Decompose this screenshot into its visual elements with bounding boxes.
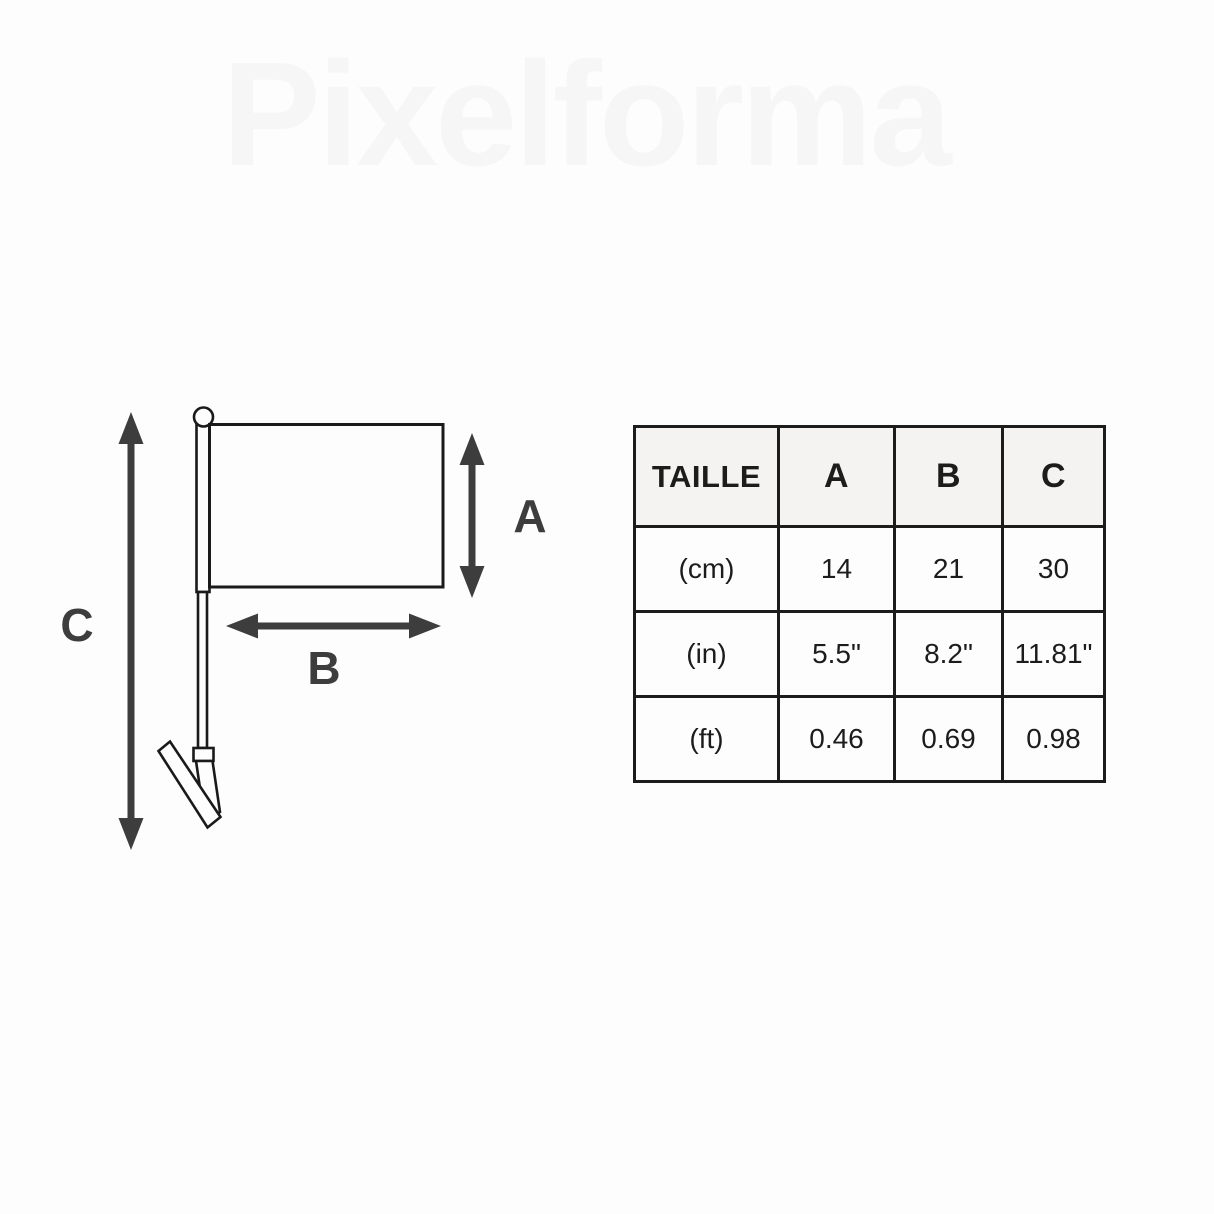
arrow-a-head-top bbox=[460, 433, 485, 465]
value-cell-cm-b: 21 bbox=[895, 527, 1003, 612]
value-cell-cm-a: 14 bbox=[779, 527, 895, 612]
arrow-b-head-left bbox=[226, 614, 258, 639]
unit-cell-cm: (cm) bbox=[635, 527, 779, 612]
table-header-b: B bbox=[895, 427, 1003, 527]
clip-collar bbox=[194, 748, 214, 761]
flag-rect bbox=[210, 425, 444, 588]
size-table bbox=[633, 425, 1106, 783]
table-row-in bbox=[635, 612, 1105, 697]
table-row-ft bbox=[635, 697, 1105, 782]
table-header-a: A bbox=[779, 427, 895, 527]
size-table-grid bbox=[633, 425, 1106, 783]
value-cell-ft-b: 0.69 bbox=[895, 697, 1003, 782]
value-cell-ft-a: 0.46 bbox=[779, 697, 895, 782]
value-cell-in-a: 5.5" bbox=[779, 612, 895, 697]
flag-pole-lower bbox=[198, 592, 207, 748]
flag-pole-upper bbox=[197, 424, 210, 592]
arrow-c-head-bottom bbox=[119, 818, 144, 850]
table-header-c: C bbox=[1003, 427, 1105, 527]
table-header-taille: TAILLE bbox=[635, 427, 779, 527]
table-row-cm bbox=[635, 527, 1105, 612]
watermark: Pixelforma bbox=[222, 32, 949, 197]
table-header-row bbox=[635, 427, 1105, 527]
value-cell-in-c: 11.81" bbox=[1003, 612, 1105, 697]
dim-label-a: A bbox=[513, 490, 547, 542]
arrow-c-head-top bbox=[119, 412, 144, 444]
value-cell-ft-c: 0.98 bbox=[1003, 697, 1105, 782]
value-cell-cm-c: 30 bbox=[1003, 527, 1105, 612]
arrow-a-head-bottom bbox=[460, 566, 485, 598]
arrow-b-head-right bbox=[409, 614, 441, 639]
dim-label-c: C bbox=[60, 599, 94, 651]
dim-label-b: B bbox=[307, 642, 341, 694]
unit-cell-in: (in) bbox=[635, 612, 779, 697]
value-cell-in-b: 8.2" bbox=[895, 612, 1003, 697]
unit-cell-ft: (ft) bbox=[635, 697, 779, 782]
